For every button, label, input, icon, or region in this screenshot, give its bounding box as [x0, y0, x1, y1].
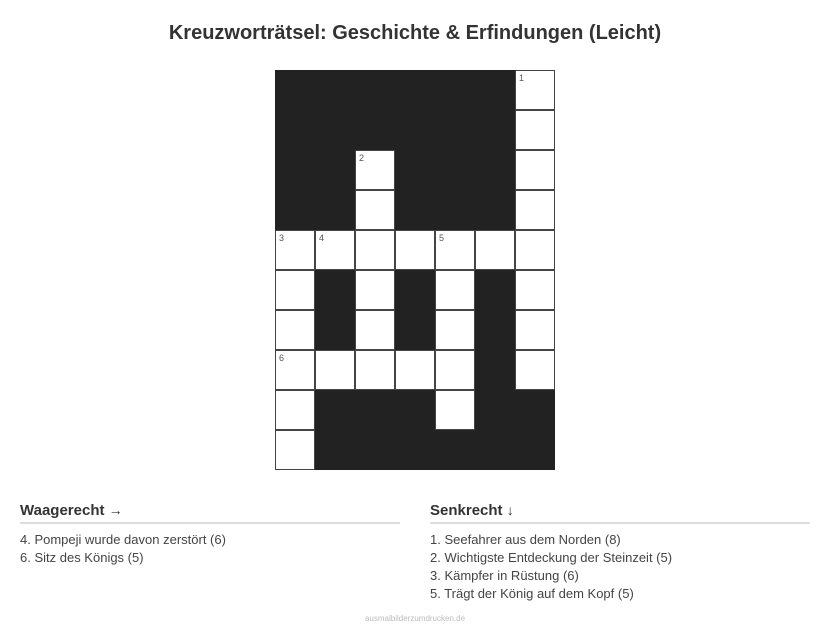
black-cell [435, 110, 475, 150]
down-clues-panel [430, 500, 810, 603]
answer-cell[interactable] [275, 230, 315, 270]
black-cell [275, 110, 315, 150]
black-cell [395, 270, 435, 310]
answer-cell[interactable] [515, 150, 555, 190]
footer-credit: ausmalbilderzumdrucken.de [364, 614, 466, 623]
black-cell [395, 190, 435, 230]
answer-cell[interactable] [395, 230, 435, 270]
answer-cell[interactable] [515, 110, 555, 150]
answer-cell[interactable] [275, 350, 315, 390]
black-cell [315, 110, 355, 150]
answer-cell[interactable] [435, 230, 475, 270]
black-cell [275, 70, 315, 110]
answer-cell[interactable] [515, 310, 555, 350]
black-cell [355, 430, 395, 470]
answer-cell[interactable] [435, 390, 475, 430]
down-clue-list [430, 531, 810, 603]
black-cell [355, 110, 395, 150]
black-cell [315, 150, 355, 190]
answer-cell[interactable] [275, 270, 315, 310]
black-cell [275, 190, 315, 230]
page-title: Kreuzworträtsel: Geschichte & Erfindungen (Leicht) [168, 22, 662, 44]
answer-cell[interactable] [435, 350, 475, 390]
black-cell [435, 150, 475, 190]
black-cell [475, 310, 515, 350]
down-clue: 2. Wichtigste Entdeckung der Steinzeit (5) [430, 550, 673, 565]
black-cell [395, 110, 435, 150]
clue-number: 5 [439, 233, 445, 243]
black-cell [475, 150, 515, 190]
black-cell [475, 350, 515, 390]
answer-cell[interactable] [355, 230, 395, 270]
down-clue: 3. Kämpfer in Rüstung (6) [430, 568, 579, 583]
black-cell [315, 430, 355, 470]
clue-number: 4 [319, 233, 325, 243]
answer-cell[interactable] [275, 390, 315, 430]
black-cell [475, 70, 515, 110]
black-cell [395, 390, 435, 430]
down-clue: 1. Seefahrer aus dem Norden (8) [430, 532, 621, 547]
answer-cell[interactable] [315, 230, 355, 270]
crossword-grid [275, 70, 555, 470]
answer-cell[interactable] [275, 430, 315, 470]
black-cell [435, 70, 475, 110]
black-cell [315, 190, 355, 230]
black-cell [475, 430, 515, 470]
answer-cell[interactable] [515, 230, 555, 270]
across-clue: 6. Sitz des Königs (5) [20, 550, 144, 565]
answer-cell[interactable] [275, 310, 315, 350]
black-cell [515, 430, 555, 470]
black-cell [395, 70, 435, 110]
down-heading-label: Senkrecht [430, 502, 503, 519]
down-clue: 5. Trägt der König auf dem Kopf (5) [430, 586, 634, 601]
black-cell [435, 430, 475, 470]
answer-cell[interactable] [355, 270, 395, 310]
across-heading-label: Waagerecht [20, 502, 105, 519]
black-cell [275, 150, 315, 190]
answer-cell[interactable] [515, 190, 555, 230]
black-cell [355, 70, 395, 110]
black-cell [395, 430, 435, 470]
black-cell [395, 150, 435, 190]
black-cell [475, 190, 515, 230]
black-cell [315, 270, 355, 310]
answer-cell[interactable] [515, 70, 555, 110]
answer-cell[interactable] [515, 270, 555, 310]
answer-cell[interactable] [355, 310, 395, 350]
black-cell [475, 270, 515, 310]
answer-cell[interactable] [515, 350, 555, 390]
answer-cell[interactable] [355, 190, 395, 230]
answer-cell[interactable] [435, 270, 475, 310]
answer-cell[interactable] [355, 350, 395, 390]
black-cell [475, 110, 515, 150]
black-cell [315, 390, 355, 430]
arrow-right-icon: → [108, 502, 123, 518]
arrow-down-icon: ↓ [506, 502, 514, 518]
black-cell [395, 310, 435, 350]
clue-number: 3 [279, 233, 285, 243]
black-cell [315, 70, 355, 110]
across-clue: 4. Pompeji wurde davon zerstört (6) [20, 532, 226, 547]
black-cell [475, 390, 515, 430]
black-cell [315, 310, 355, 350]
black-cell [355, 390, 395, 430]
answer-cell[interactable] [475, 230, 515, 270]
clue-number: 1 [519, 73, 525, 83]
down-heading [430, 500, 810, 524]
clue-number: 2 [359, 153, 365, 163]
answer-cell[interactable] [395, 350, 435, 390]
clue-number: 6 [279, 353, 285, 363]
answer-cell[interactable] [355, 150, 395, 190]
across-heading [20, 500, 400, 524]
across-clues-panel [20, 500, 400, 567]
answer-cell[interactable] [315, 350, 355, 390]
across-clue-list [20, 531, 400, 567]
black-cell [515, 390, 555, 430]
answer-cell[interactable] [435, 310, 475, 350]
black-cell [435, 190, 475, 230]
